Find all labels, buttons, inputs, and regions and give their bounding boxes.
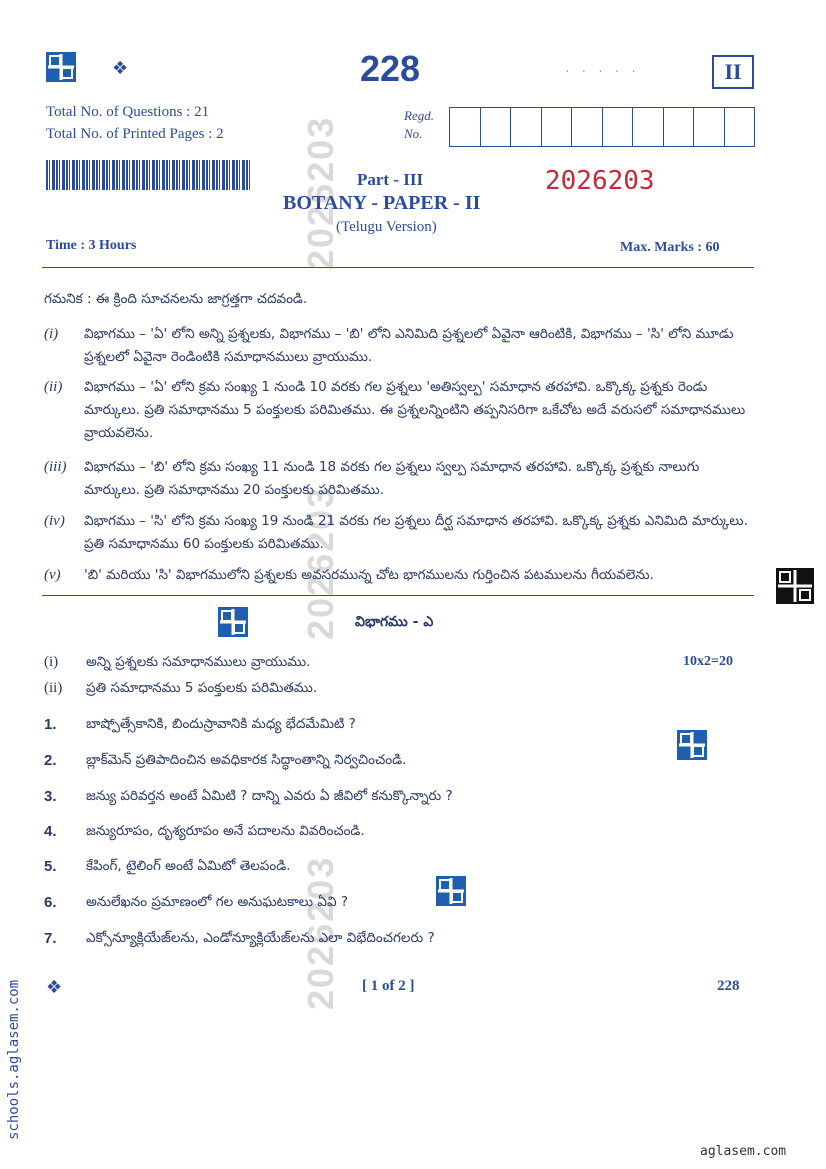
instruction-text: విభాగము – 'ఏ' లోని అన్ని ప్రశ్నలకు, విభాగము – 'బి' లోని ఎనిమిది ప్రశ్నలలో ఏవైనా ఆరింటికి, విభాగము – 'సి' లోని మూడు ప్రశ్నలలో ఏవైనా రెండింటికి సమాధానములు వ్రాయుము. [84, 326, 734, 365]
regd-cell[interactable] [664, 108, 695, 146]
question-text: బ్లాక్‌మెన్ ప్రతిపాదించిన అవధికారక సిద్ధాంతాన్ని నిర్వచించండి. [86, 752, 407, 768]
regd-label-no: No. [404, 126, 423, 141]
question-number: 1. [44, 716, 57, 733]
regd-cell[interactable] [603, 108, 634, 146]
question-row [44, 894, 756, 913]
instruction-text: 'బి' మరియు 'సి' విభాగములోని ప్రశ్నలకు అవసరమున్న చోట భాగములను గుర్తించిన పటములను గీయవలెను. [84, 567, 654, 583]
question-row [44, 930, 756, 949]
total-questions: Total No. of Questions : 21 [46, 104, 210, 120]
diamond-icon: ❖ [46, 977, 63, 998]
question-number: 5. [44, 858, 57, 875]
paper-code: 228 [360, 48, 421, 89]
regd-cell[interactable] [725, 108, 755, 146]
total-pages: Total No. of Printed Pages : 2 [46, 126, 224, 142]
question-text: జన్యురూపం, దృశ్యరూపం అనే పదాలను వివరించండి. [86, 823, 365, 839]
instruction-text: విభాగము – 'సి' లోని క్రమ సంఖ్య 19 నుండి 21 వరకు గల ప్రశ్నలు దీర్ఘ సమాధాన తరహావి. ఒక్కొక్క ప్రశ్నకు ఎనిమిది మార్కులు. ప్రతి సమాధానము 60 పంక్తులకు పరిమితము. [84, 513, 748, 552]
instructions-heading: గమనిక : ఈ క్రింది సూచనలను జాగ్రత్తగా చదవండి. [44, 291, 308, 307]
regd-cell[interactable] [542, 108, 573, 146]
watermark: 2026203 [300, 485, 341, 640]
page-number: [ 1 of 2 ] [362, 978, 415, 994]
instruction-number: (iv) [44, 513, 65, 529]
section-marks: 10x2=20 [683, 654, 733, 669]
instruction-item [44, 564, 756, 587]
question-number: 6. [44, 894, 57, 911]
qr-code-icon [46, 52, 76, 82]
note-text: అన్ని ప్రశ్నలకు సమాధానములు వ్రాయుము. [86, 654, 311, 670]
question-row [44, 788, 756, 807]
instruction-number: (i) [44, 326, 59, 342]
time-label: Time : 3 Hours [46, 238, 137, 253]
barcode [46, 160, 251, 190]
qr-code-icon [218, 607, 248, 637]
instruction-number: (ii) [44, 379, 63, 395]
max-marks: Max. Marks : 60 [620, 240, 720, 255]
question-number: 2. [44, 752, 57, 769]
note-number: (ii) [44, 680, 63, 696]
site-label: aglasem.com [700, 1144, 787, 1159]
set-label: II [712, 55, 754, 89]
question-row [44, 752, 756, 771]
question-text: ఎక్సోన్యూక్లియేజ్‌లను, ఎండోన్యూక్లియేజ్‌లను ఎలా విభేదించగలరు ? [86, 930, 435, 946]
footer-code: 228 [717, 978, 740, 994]
instruction-item [44, 323, 756, 369]
regd-label: Regd. [404, 108, 434, 123]
divider [42, 267, 754, 268]
watermark: 2026203 [300, 115, 341, 270]
regd-cell[interactable] [481, 108, 512, 146]
question-text: బాష్పోత్సేకానికి, బిందుస్రావానికి మధ్య భేదమేమిటి ? [86, 716, 356, 732]
subject-title: BOTANY - PAPER - II [283, 192, 481, 214]
version-label: (Telugu Version) [336, 219, 437, 235]
instruction-text: విభాగము – 'బి' లోని క్రమ సంఖ్య 11 నుండి 18 వరకు గల ప్రశ్నలు స్వల్ప సమాధాన తరహావి. ఒక్కొక్క ప్రశ్నకు నాలుగు మార్కులు. ప్రతి సమాధానము 20 పంక్తులకు పరిమితము. [84, 459, 700, 498]
question-row [44, 716, 756, 735]
question-number: 7. [44, 930, 57, 947]
regd-cell[interactable] [450, 108, 481, 146]
divider [42, 595, 754, 596]
question-text: జన్యు పరివర్తన అంటే ఏమిటి ? దాన్ని ఎవరు ఏ జీవిలో కనుక్కొన్నారు ? [86, 788, 453, 804]
serial-number: 2026203 [545, 166, 655, 196]
regd-cell[interactable] [511, 108, 542, 146]
note-text: ప్రతి సమాధానము 5 పంక్తులకు పరిమితము. [86, 680, 318, 696]
regd-number-boxes[interactable] [449, 107, 755, 147]
question-row [44, 858, 756, 877]
section-note [44, 680, 756, 699]
note-number: (i) [44, 654, 59, 670]
instruction-number: (iii) [44, 459, 67, 475]
dots-decoration: · · · · · [565, 62, 640, 78]
side-url: schools.aglasem.com [6, 979, 22, 1140]
qr-code-icon [776, 568, 814, 604]
instruction-item [44, 376, 756, 445]
regd-cell[interactable] [633, 108, 664, 146]
watermark: 2026203 [300, 855, 341, 1010]
instruction-text: విభాగము – 'ఏ' లోని క్రమ సంఖ్య 1 నుండి 10 వరకు గల ప్రశ్నలు 'అతిస్వల్ప' సమాధాన తరహావి. ఒక్కొక్క ప్రశ్నకు రెండు మార్కులు. ప్రతి సమాధానము 5 పంక్తులకు పరిమితము. ఈ ప్రశ్నలన్నింటిని తప్పనిసరిగా ఒకేచోట అదే వరుసలో సమాధానములు వ్రాయవలెను. [84, 379, 746, 441]
regd-cell[interactable] [694, 108, 725, 146]
question-row [44, 823, 756, 842]
question-number: 3. [44, 788, 57, 805]
part-label: Part - III [357, 170, 424, 189]
section-note [44, 654, 756, 673]
question-text: కేపింగ్, టైలింగ్ అంటే ఏమిటో తెలపండి. [86, 858, 291, 874]
diamond-icon: ❖ [112, 58, 129, 79]
instruction-item [44, 510, 756, 556]
instruction-item [44, 456, 756, 502]
instruction-number: (v) [44, 567, 61, 583]
question-text: అనులేఖనం ప్రమాణంలో గల అనుఘటకాలు ఏవి ? [86, 894, 348, 910]
question-number: 4. [44, 823, 57, 840]
regd-cell[interactable] [572, 108, 603, 146]
section-title: విభాగము - ఎ [355, 614, 434, 630]
